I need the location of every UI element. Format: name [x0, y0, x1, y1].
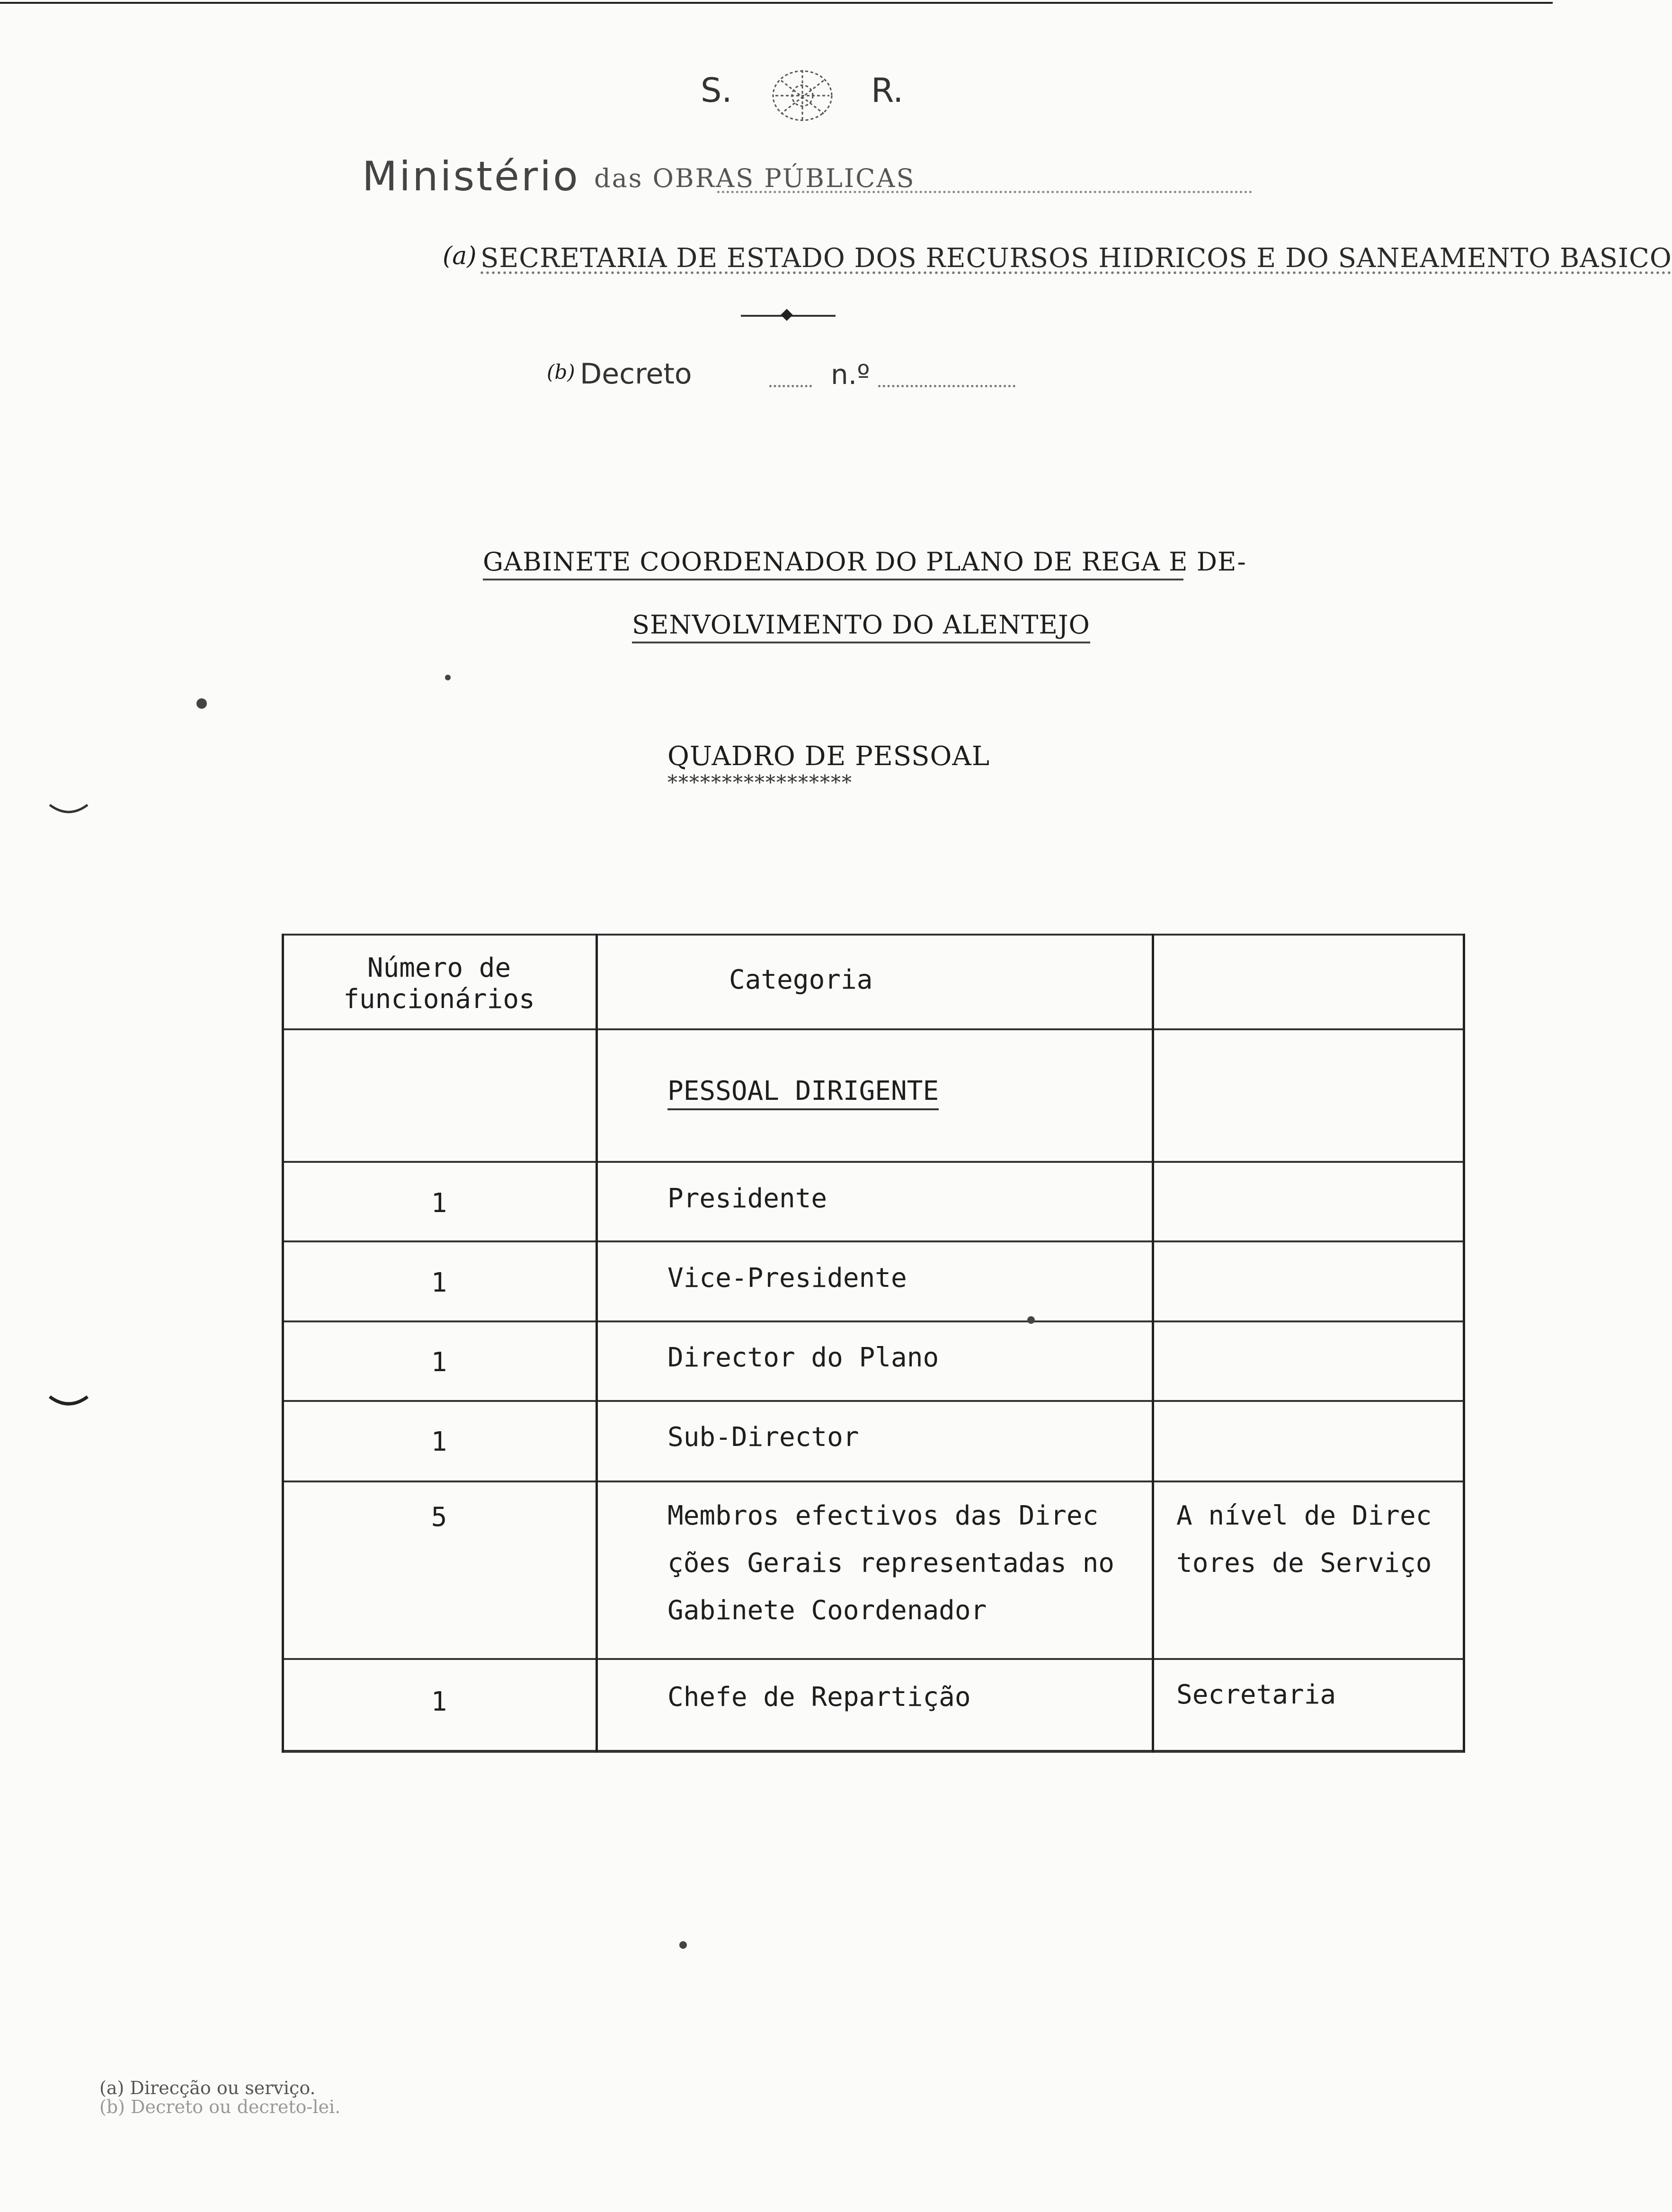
row-numero: 1 — [431, 1347, 447, 1378]
row-numero: 1 — [431, 1188, 447, 1219]
republic-seal-line — [682, 62, 928, 128]
table-border-left — [282, 934, 284, 1753]
footnote-a: (a) Direcção ou serviço. — [99, 2078, 316, 2098]
table-row-divider — [282, 1320, 1465, 1322]
table-row-divider — [282, 1481, 1465, 1482]
scan-speck — [679, 1941, 687, 1949]
row-numero: 1 — [431, 1686, 447, 1717]
decreto-label: Decreto — [580, 357, 692, 391]
ministry-dotted-leader — [717, 191, 1252, 193]
sr-left-letter: S. — [701, 71, 732, 110]
row-categoria: Presidente — [667, 1183, 827, 1214]
row-numero: 1 — [431, 1267, 447, 1298]
asterisk-underline: ***************** — [667, 771, 853, 794]
scan-mark — [45, 758, 92, 824]
header-categoria: Categoria — [729, 964, 873, 995]
ministry-line — [362, 149, 1252, 201]
ministry-label: Ministério — [362, 153, 580, 200]
secretaria-text: SECRETARIA DE ESTADO DOS RECURSOS HIDRICOS E DO SANEAMENTO BASICO — [480, 243, 1672, 274]
coat-of-arms-seal — [753, 62, 852, 128]
table-border-right — [1463, 934, 1465, 1753]
observacoes-line: A nível de Direc — [1176, 1500, 1432, 1531]
quadro-title: QUADRO DE PESSOAL — [667, 741, 990, 772]
footnote-mark-a: (a) — [443, 242, 477, 270]
scan-mark — [45, 1373, 92, 1420]
top-edge-rule — [0, 2, 1553, 4]
table-row-divider — [282, 1161, 1465, 1163]
diamond-separator — [741, 315, 836, 321]
categoria-line: Gabinete Coordenador — [667, 1595, 987, 1626]
table-border-bottom — [282, 1750, 1465, 1753]
scan-speck — [196, 698, 207, 709]
secretaria-line — [443, 239, 1672, 277]
footnote-mark-b: (b) — [547, 360, 575, 384]
footnote-b: (b) Decreto ou decreto-lei. — [99, 2096, 341, 2117]
observacoes-line: tores de Serviço — [1176, 1548, 1432, 1579]
diamond-ornament — [781, 309, 792, 321]
row-categoria: Director do Plano — [667, 1342, 939, 1373]
decreto-line — [547, 357, 1020, 395]
row-categoria: Vice-Presidente — [667, 1263, 907, 1293]
header-numero-line2: funcionários — [343, 984, 535, 1015]
numero-label: n.º — [831, 358, 870, 391]
staff-table — [282, 934, 1465, 1753]
header-numero-line1: Número de — [367, 953, 511, 983]
ministry-value: das OBRAS PÚBLICAS — [594, 163, 916, 193]
table-border-top — [282, 934, 1465, 936]
table-row-divider — [282, 1400, 1465, 1402]
row-numero: 5 — [431, 1502, 447, 1533]
decreto-dotted-leader — [769, 385, 812, 387]
table-column-divider — [1152, 934, 1154, 1753]
table-header-divider — [282, 1028, 1465, 1030]
row-categoria-multiline — [667, 1492, 1150, 1634]
categoria-line: Membros efectivos das Direc — [667, 1500, 1099, 1531]
section-label: PESSOAL DIRIGENTE — [667, 1076, 939, 1110]
categoria-line: ções Gerais representadas no — [667, 1548, 1115, 1579]
numero-dotted-leader — [878, 385, 1015, 387]
row-categoria: Chefe de Repartição — [667, 1682, 971, 1713]
sr-right-letter: R. — [871, 71, 904, 110]
scan-speck — [1027, 1316, 1035, 1324]
scan-speck — [445, 675, 451, 680]
row-numero: 1 — [431, 1427, 447, 1457]
footnotes — [99, 2078, 340, 2116]
row-categoria: Sub-Director — [667, 1422, 859, 1453]
table-row-divider — [282, 1240, 1465, 1242]
title-line-1: GABINETE COORDENADOR DO PLANO DE REGA E DE- — [483, 547, 1183, 580]
table-row-divider — [282, 1658, 1465, 1660]
table-column-divider — [596, 934, 598, 1753]
row-observacoes: Secretaria — [1176, 1679, 1336, 1710]
title-line-2: SENVOLVIMENTO DO ALENTEJO — [632, 610, 1090, 643]
row-observacoes-multiline — [1176, 1492, 1460, 1587]
header-numero — [282, 953, 596, 1015]
